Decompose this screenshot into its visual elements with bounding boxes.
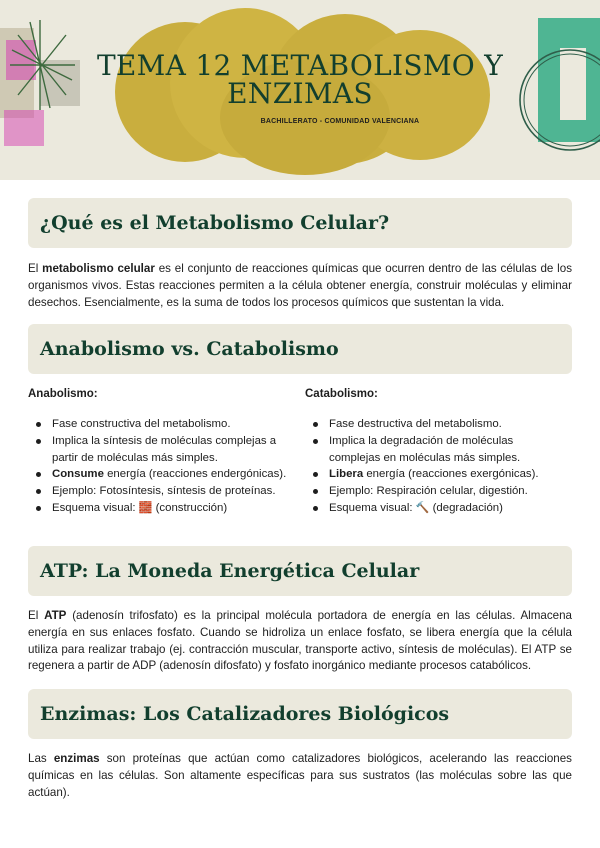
bold-term: Libera (329, 468, 364, 481)
anabolismo-column (28, 388, 290, 517)
catabolismo-heading: Catabolismo: (305, 388, 378, 400)
section-title: ATP: La Moneda Energética Celular (40, 560, 420, 582)
text-span: son proteínas que actúan como catalizadores biológicos, acelerando las reacciones químicas en las células. Son altamente específicas para sus sustratos (las moléculas sobre las que actúan). (28, 752, 572, 799)
text-span: (degradación) (429, 501, 503, 514)
bold-term: enzimas (53, 752, 100, 765)
brick-icon: 🧱 (138, 501, 153, 514)
page-subtitle: BACHILLERATO - COMUNIDAD VALENCIANA (260, 118, 420, 125)
text-span: Las (28, 752, 54, 765)
catabolismo-column (305, 388, 567, 517)
list-item: Implica la síntesis de moléculas complejas a partir de moléculas más simples. (28, 433, 290, 467)
enzimas-paragraph (28, 751, 572, 801)
anabolismo-heading: Anabolismo: (28, 388, 98, 400)
section-anacata-header (28, 324, 572, 374)
list-item: Ejemplo: Fotosíntesis, síntesis de proteínas. (28, 483, 290, 500)
list-item: Implica la degradación de moléculas complejas en moléculas más simples. (305, 433, 567, 467)
section-title: Anabolismo vs. Catabolismo (40, 338, 339, 360)
bold-term: Consume (52, 468, 104, 481)
page-title-line1: TEMA 12 METABOLISMO Y (96, 49, 504, 82)
bold-term: metabolismo celular (42, 262, 155, 275)
text-span: es el conjunto de reacciones químicas que ocurren dentro de las células de los organismos vivos. Estas reacciones permiten a la célula obtener energía, construir moléculas y eliminar desechos. Esencialmente, es la suma de todos los procesos químicos que sustentan la vida. (28, 262, 572, 309)
catabolismo-list (305, 416, 567, 517)
text-span: Esquema visual: (329, 501, 416, 514)
list-item: Ejemplo: Respiración celular, digestión. (305, 483, 567, 500)
text-span: (adenosín trifosfato) es la principal molécula portadora de energía en las células. Almacena energía en sus enlaces fosfato. Cuando se hidroliza un enlace fosfato, se libera energía que la célula utiliza para realizar trabajo (ej. contracción muscular, transporte activo, síntesis de moléculas). El ATP se regenera a partir de ADP (adenosín difosfato) y fosfato inorgánico mediante procesos catabólicos. (28, 609, 572, 673)
list-item (28, 466, 290, 483)
text-span: El (28, 262, 43, 275)
text-span: El (28, 609, 45, 622)
page-title-line2: ENZIMAS (227, 77, 373, 110)
section-atp-header (28, 546, 572, 596)
text-span: energía (reacciones endergónicas). (103, 468, 287, 481)
list-item: Fase destructiva del metabolismo. (305, 416, 567, 433)
metabolismo-paragraph (28, 261, 572, 311)
text-span: (construcción) (152, 501, 228, 514)
list-item (305, 500, 567, 517)
header-banner (0, 0, 600, 180)
list-item (28, 500, 290, 517)
section-enzimas-header (28, 689, 572, 739)
section-title: Enzimas: Los Catalizadores Biológicos (40, 703, 450, 725)
section-title: ¿Qué es el Metabolismo Celular? (40, 212, 390, 234)
hammer-icon: 🔨 (415, 501, 430, 514)
list-item (305, 466, 567, 483)
anabolismo-list (28, 416, 290, 517)
text-span: energía (reacciones exergónicas). (363, 468, 539, 481)
text-span: Esquema visual: (52, 501, 139, 514)
bold-term: ATP (44, 609, 67, 622)
section-metabolismo-header (28, 198, 572, 248)
list-item: Fase constructiva del metabolismo. (28, 416, 290, 433)
atp-paragraph (28, 608, 572, 675)
